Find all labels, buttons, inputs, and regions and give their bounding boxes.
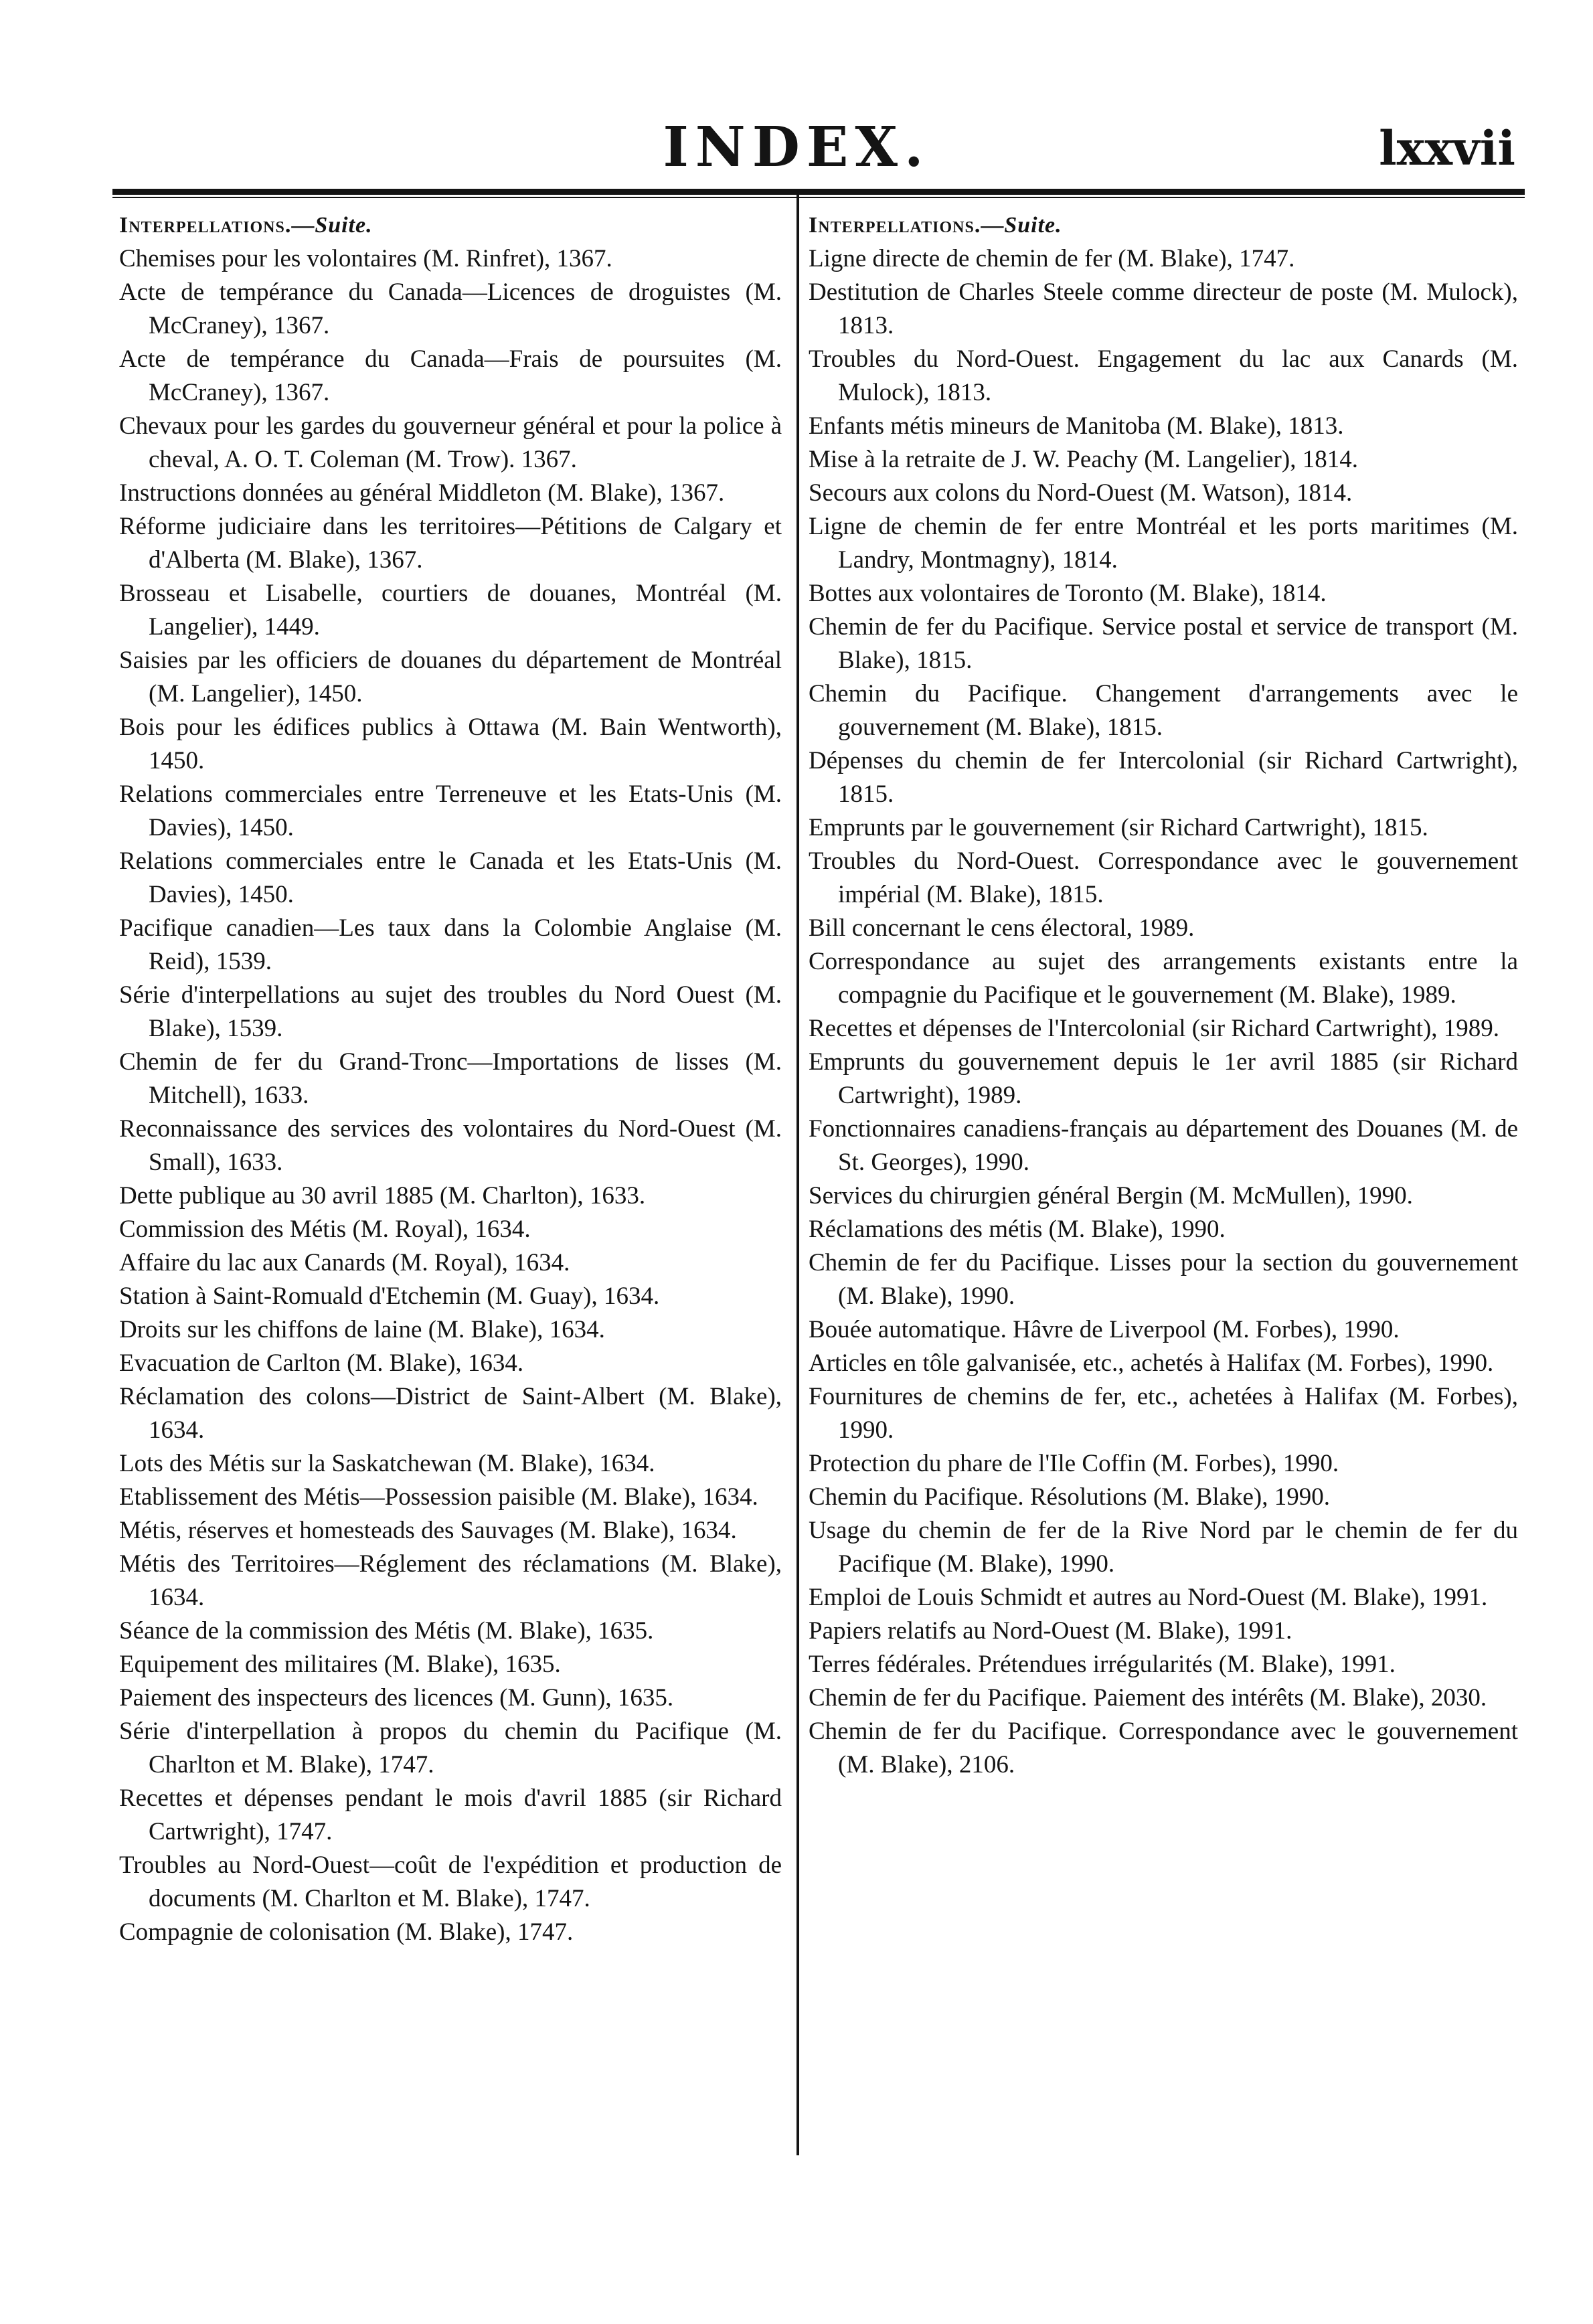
- index-entry: Troubles du Nord-Ouest. Correspondance avec le gouvernement impérial (M. Blake), 1815.: [809, 847, 1518, 908]
- index-entry: Emprunts par le gouvernement (sir Richard Cartwright), 1815.: [809, 814, 1428, 841]
- index-entry: Services du chirurgien général Bergin (M. McMullen), 1990.: [809, 1182, 1413, 1210]
- index-entry: Métis, réserves et homesteads des Sauvages (M. Blake), 1634.: [119, 1517, 737, 1544]
- index-entry: Acte de tempérance du Canada—Frais de poursuites (M. McCraney), 1367.: [119, 345, 782, 406]
- index-entry: Ligne directe de chemin de fer (M. Blake), 1747.: [809, 245, 1295, 272]
- index-entry: Protection du phare de l'Ile Coffin (M. Forbes), 1990.: [809, 1450, 1339, 1477]
- index-entry: Evacuation de Carlton (M. Blake), 1634.: [119, 1349, 524, 1377]
- index-entry: Relations commerciales entre le Canada et les Etats-Unis (M. Davies), 1450.: [119, 847, 782, 908]
- index-entry: Chemin du Pacifique. Changement d'arrangements avec le gouvernement (M. Blake), 1815.: [809, 680, 1518, 741]
- index-entry: Recettes et dépenses pendant le mois d'avril 1885 (sir Richard Cartwright), 1747.: [119, 1784, 782, 1845]
- page-number: lxxvii: [1379, 120, 1515, 176]
- index-entry: Troubles du Nord-Ouest. Engagement du lac aux Canards (M. Mulock), 1813.: [809, 345, 1518, 406]
- index-entry: Chemin de fer du Pacifique. Lisses pour la section du gouvernement (M. Blake), 1990.: [809, 1249, 1518, 1310]
- index-entry: Pacifique canadien—Les taux dans la Colombie Anglaise (M. Reid), 1539.: [119, 914, 782, 975]
- index-entry: Dette publique au 30 avril 1885 (M. Charlton), 1633.: [119, 1182, 646, 1210]
- index-entry: Terres fédérales. Prétendues irrégularités (M. Blake), 1991.: [809, 1651, 1396, 1678]
- index-entry: Fonctionnaires canadiens-français au département des Douanes (M. de St. Georges), 1990.: [809, 1115, 1518, 1176]
- index-entry: Usage du chemin de fer de la Rive Nord par le chemin de fer du Pacifique (M. Blake), 1990.: [809, 1517, 1518, 1578]
- index-entry: Relations commerciales entre Terreneuve et les Etats-Unis (M. Davies), 1450.: [119, 780, 782, 841]
- index-entry: Equipement des militaires (M. Blake), 1635.: [119, 1651, 561, 1678]
- index-entry: Commission des Métis (M. Royal), 1634.: [119, 1216, 531, 1243]
- index-entry: Ligne de chemin de fer entre Montréal et les ports maritimes (M. Landry, Montmagny), 1814.: [809, 513, 1518, 574]
- index-entry: Instructions données au général Middleton (M. Blake), 1367.: [119, 479, 725, 507]
- index-entry: Séance de la commission des Métis (M. Blake), 1635.: [119, 1617, 654, 1645]
- section-heading: [809, 209, 1518, 242]
- index-entry: Chemin de fer du Pacifique. Service postal et service de transport (M. Blake), 1815.: [809, 613, 1518, 674]
- index-entry: Chemises pour les volontaires (M. Rinfret), 1367.: [119, 245, 612, 272]
- index-entry: Droits sur les chiffons de laine (M. Blake), 1634.: [119, 1316, 605, 1343]
- section-suffix: Suite.: [1004, 213, 1062, 238]
- index-entry: Reconnaissance des services des volontaires du Nord-Ouest (M. Small), 1633.: [119, 1115, 782, 1176]
- index-entry: Bill concernant le cens électoral, 1989.: [809, 914, 1195, 942]
- index-entry: Emploi de Louis Schmidt et autres au Nord-Ouest (M. Blake), 1991.: [809, 1584, 1488, 1611]
- index-entry: Papiers relatifs au Nord-Ouest (M. Blake), 1991.: [809, 1617, 1292, 1645]
- index-entry: Chevaux pour les gardes du gouverneur général et pour la police à cheval, A. O. T. Coleman (M. Trow). 1367.: [119, 412, 782, 473]
- index-entry: Articles en tôle galvanisée, etc., achetés à Halifax (M. Forbes), 1990.: [809, 1349, 1494, 1377]
- index-entry: Brosseau et Lisabelle, courtiers de douanes, Montréal (M. Langelier), 1449.: [119, 580, 782, 641]
- index-entry: Affaire du lac aux Canards (M. Royal), 1634.: [119, 1249, 570, 1276]
- index-entry: Dépenses du chemin de fer Intercolonial (sir Richard Cartwright), 1815.: [809, 747, 1518, 808]
- index-entry: Emprunts du gouvernement depuis le 1er avril 1885 (sir Richard Cartwright), 1989.: [809, 1048, 1518, 1109]
- index-entry: Correspondance au sujet des arrangements existants entre la compagnie du Pacifique et le gouvernement (M. Blake), 1989.: [809, 948, 1518, 1009]
- index-entry: Bottes aux volontaires de Toronto (M. Blake), 1814.: [809, 580, 1327, 607]
- left-column: [119, 209, 782, 1949]
- header-rule-thin: [112, 197, 1525, 198]
- index-entry: Réforme judiciaire dans les territoires—Pétitions de Calgary et d'Alberta (M. Blake), 1367.: [119, 513, 782, 574]
- index-entry: Métis des Territoires—Réglement des réclamations (M. Blake), 1634.: [119, 1550, 782, 1611]
- page-title: INDEX.: [663, 115, 930, 179]
- section-title: Interpellations.—: [809, 213, 1005, 238]
- index-entry: Troubles au Nord-Ouest—coût de l'expédition et production de documents (M. Charlton et M. Blake), 1747.: [119, 1851, 782, 1912]
- index-entry: Réclamation des colons—District de Saint-Albert (M. Blake), 1634.: [119, 1383, 782, 1444]
- index-entry: Chemin de fer du Pacifique. Paiement des intérêts (M. Blake), 2030.: [809, 1684, 1487, 1712]
- index-entry: Bois pour les édifices publics à Ottawa (M. Bain Wentworth), 1450.: [119, 714, 782, 774]
- index-entry: Acte de tempérance du Canada—Licences de droguistes (M. McCraney), 1367.: [119, 278, 782, 339]
- index-entry: Secours aux colons du Nord-Ouest (M. Watson), 1814.: [809, 479, 1353, 507]
- index-entry: Mise à la retraite de J. W. Peachy (M. Langelier), 1814.: [809, 446, 1358, 473]
- index-entry: Fournitures de chemins de fer, etc., achetées à Halifax (M. Forbes), 1990.: [809, 1383, 1518, 1444]
- section-heading: [119, 209, 782, 242]
- right-column: [809, 209, 1518, 1782]
- index-entry: Série d'interpellation à propos du chemin du Pacifique (M. Charlton et M. Blake), 1747.: [119, 1718, 782, 1778]
- index-entry: Chemin de fer du Pacifique. Correspondance avec le gouvernement (M. Blake), 2106.: [809, 1718, 1518, 1778]
- index-entry: Série d'interpellations au sujet des troubles du Nord Ouest (M. Blake), 1539.: [119, 981, 782, 1042]
- index-entry: Chemin de fer du Grand-Tronc—Importations de lisses (M. Mitchell), 1633.: [119, 1048, 782, 1109]
- index-entry: Lots des Métis sur la Saskatchewan (M. Blake), 1634.: [119, 1450, 655, 1477]
- index-entry-list: [809, 242, 1518, 1782]
- header-rule: [112, 189, 1525, 195]
- index-entry: Etablissement des Métis—Possession paisible (M. Blake), 1634.: [119, 1483, 758, 1511]
- index-entry: Saisies par les officiers de douanes du département de Montréal (M. Langelier), 1450.: [119, 647, 782, 708]
- index-entry: Réclamations des métis (M. Blake), 1990.: [809, 1216, 1226, 1243]
- index-entry: Paiement des inspecteurs des licences (M. Gunn), 1635.: [119, 1684, 674, 1712]
- index-entry: Compagnie de colonisation (M. Blake), 1747.: [119, 1918, 574, 1946]
- index-entry: Bouée automatique. Hâvre de Liverpool (M. Forbes), 1990.: [809, 1316, 1400, 1343]
- index-entry: Chemin du Pacifique. Résolutions (M. Blake), 1990.: [809, 1483, 1330, 1511]
- index-entry: Station à Saint-Romuald d'Etchemin (M. Guay), 1634.: [119, 1282, 660, 1310]
- section-title: Interpellations.—: [119, 213, 315, 238]
- index-entry: Destitution de Charles Steele comme directeur de poste (M. Mulock), 1813.: [809, 278, 1518, 339]
- index-entry-list: [119, 242, 782, 1949]
- section-suffix: Suite.: [315, 213, 373, 238]
- column-divider: [796, 194, 799, 2155]
- index-entry: Recettes et dépenses de l'Intercolonial (sir Richard Cartwright), 1989.: [809, 1015, 1500, 1042]
- index-entry: Enfants métis mineurs de Manitoba (M. Blake), 1813.: [809, 412, 1344, 440]
